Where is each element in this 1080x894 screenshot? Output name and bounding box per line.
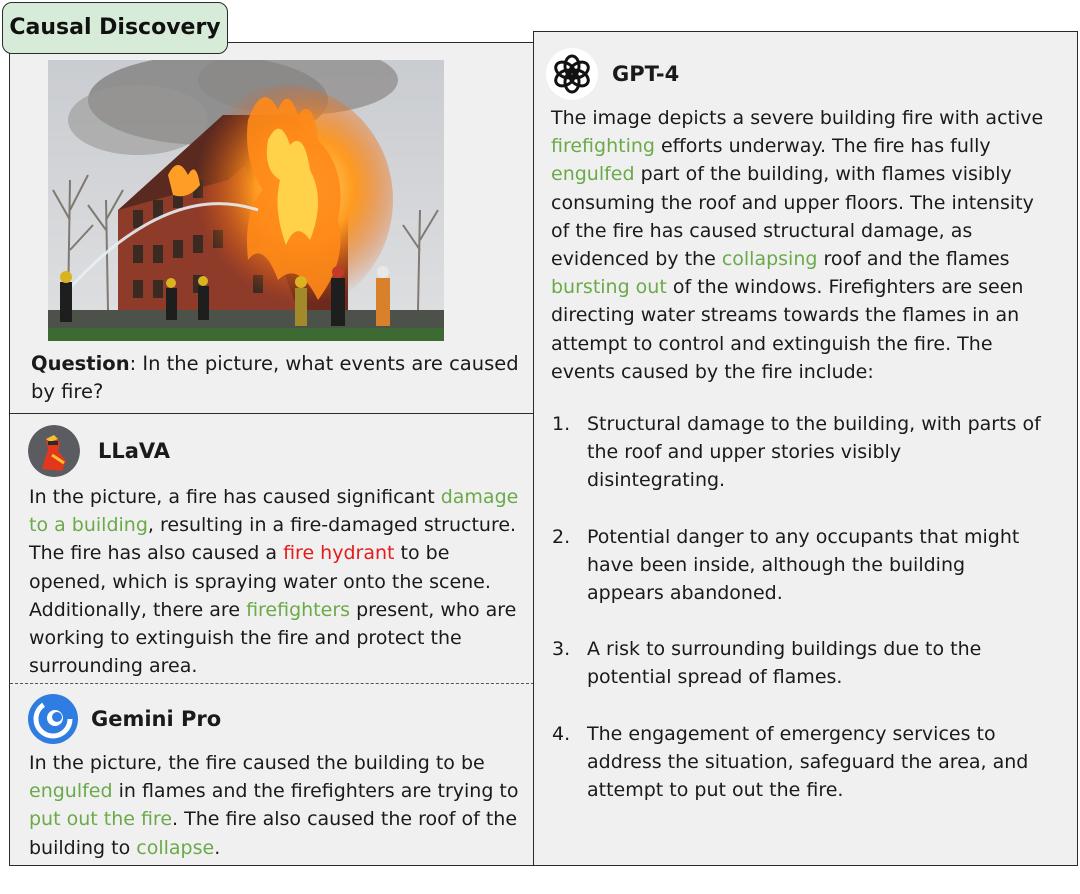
- gpt4-name: GPT-4: [612, 62, 680, 86]
- llava-text-1: In the picture, a fire has caused significant: [29, 486, 441, 508]
- answers-panel-left: [9, 413, 535, 866]
- burning-building-illustration: [48, 60, 444, 341]
- gpt4-text-3: part of the building, with flames visibly consuming the roof and upper floors. The intensity of the fire has caused structural damage, as evidenced by the: [551, 163, 1034, 271]
- openai-logo-icon: [546, 48, 598, 100]
- gpt4-text-5: of the windows. Firefighters are seen directing water streams towards the flames in an attempt to control and extinguish the fire. The events caused by the fire include:: [551, 276, 1024, 383]
- list-item: [552, 523, 1042, 608]
- question-panel: [9, 42, 535, 414]
- burning-building-photo: [48, 60, 444, 341]
- gemini-text-3: . The fire also caused the roof of the building to: [29, 808, 518, 859]
- gpt4-text-2: efforts underway. The fire has fully: [654, 135, 991, 158]
- question-text: [31, 350, 521, 406]
- list-item-number: 1.: [552, 413, 571, 435]
- gpt4-highlight-3: collapsing: [721, 248, 818, 271]
- gpt4-text-4: roof and the flames: [817, 248, 1010, 271]
- llava-answer: [29, 483, 521, 680]
- list-item-text: A risk to surrounding buildings due to the potential spread of flames.: [587, 638, 982, 689]
- llava-highlight-2: fire hydrant: [283, 542, 395, 565]
- llava-text-3: to be opened, which is spraying water onto the scene. Additionally, there are: [29, 542, 491, 621]
- list-item-number: 2.: [552, 525, 571, 548]
- llava-header: [28, 425, 170, 477]
- list-item-number: 3.: [552, 638, 571, 661]
- list-item-text: Structural damage to the building, with parts of the roof and upper stories visibly disintegrating.: [587, 413, 1041, 492]
- gemini-text-4: .: [214, 836, 221, 859]
- gemini-header: [27, 693, 221, 745]
- gemini-text-1: In the picture, the fire caused the building to be: [29, 752, 485, 774]
- gpt4-highlight-1: firefighting: [551, 135, 655, 158]
- section-title-tab: Causal Discovery: [2, 2, 228, 54]
- llava-highlight-1: damage to a building: [29, 486, 519, 537]
- gemini-highlight-1: engulfed: [29, 780, 113, 803]
- gpt4-panel: [533, 31, 1078, 866]
- gpt4-answer: [551, 104, 1053, 386]
- gemini-highlight-2: put out the fire: [29, 808, 173, 831]
- llava-avatar-icon: [28, 425, 80, 477]
- gemini-name: Gemini Pro: [91, 707, 222, 731]
- gpt4-event-list: [552, 410, 1042, 832]
- list-item-number: 4.: [552, 722, 571, 745]
- dashed-divider: [10, 683, 534, 684]
- list-item-text: Potential danger to any occupants that might have been inside, although the building appears abandoned.: [587, 525, 1020, 605]
- gemini-text-2: in flames and the firefighters are trying to: [112, 780, 519, 803]
- gemini-answer: [29, 749, 525, 862]
- llava-highlight-3: firefighters: [246, 598, 351, 621]
- gpt4-highlight-4: bursting out: [551, 276, 667, 299]
- gpt4-text-1: The image depicts a severe building fire with active: [551, 107, 1044, 129]
- question-label: Question: [31, 352, 130, 375]
- question-body: : In the picture, what events are caused by fire?: [31, 352, 519, 403]
- gemini-logo-icon: [27, 693, 79, 745]
- llava-name: LLaVA: [98, 439, 171, 463]
- gpt4-highlight-2: engulfed: [551, 163, 635, 186]
- list-item: [552, 635, 1042, 691]
- llava-text-2: , resulting in a fire-damaged structure. The fire has also caused a: [29, 514, 517, 565]
- llava-text-4: present, who are working to extinguish the fire and protect the surrounding area.: [29, 598, 517, 678]
- list-item: [552, 410, 1042, 495]
- list-item: [552, 720, 1042, 805]
- gpt4-header: [546, 48, 679, 100]
- gemini-highlight-3: collapse: [136, 836, 215, 859]
- list-item-text: The engagement of emergency services to address the situation, safeguard the area, and attempt to put out the fire.: [587, 722, 1029, 802]
